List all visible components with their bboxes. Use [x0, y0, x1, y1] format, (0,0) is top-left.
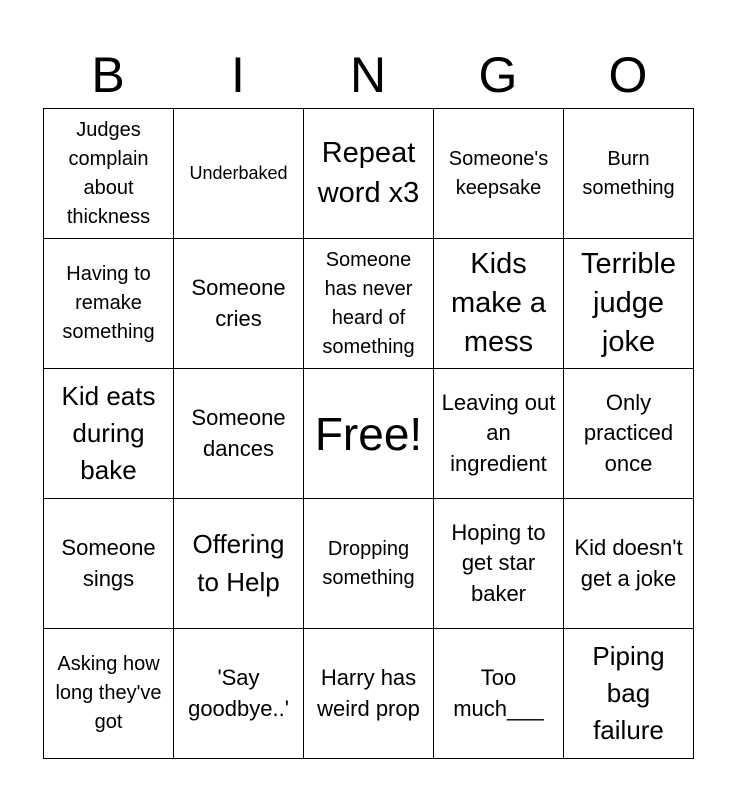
cell-text: Someone sings	[61, 535, 156, 591]
bingo-cell[interactable]	[174, 629, 304, 759]
cell-text: Having to remake something	[62, 263, 155, 343]
cell-text: 'Say goodbye..'	[188, 665, 289, 721]
bingo-cell[interactable]	[304, 499, 434, 629]
header-letter-b: B	[91, 47, 125, 103]
cell-text: Kids make a mess	[450, 247, 547, 359]
cell-text: Offering to Help	[192, 529, 285, 597]
cell-text: Repeat word x3	[317, 137, 420, 209]
header-letter-n: N	[349, 47, 387, 103]
bingo-cell[interactable]	[304, 239, 434, 369]
free-space-cell[interactable]	[304, 369, 434, 499]
cell-text: Kid eats during bake	[61, 380, 156, 486]
bingo-card	[43, 40, 693, 759]
cell-text: Piping bag failure	[592, 640, 665, 746]
bingo-cell[interactable]	[174, 499, 304, 629]
bingo-cell[interactable]	[434, 109, 564, 239]
cell-text: Dropping something	[322, 537, 415, 589]
bingo-cell[interactable]	[564, 629, 694, 759]
bingo-header	[43, 40, 693, 108]
cell-text: Someone's keepsake	[448, 147, 549, 199]
cell-text: Free!	[314, 407, 423, 460]
bingo-cell[interactable]	[174, 109, 304, 239]
bingo-cell[interactable]	[434, 499, 564, 629]
bingo-cell[interactable]	[44, 109, 174, 239]
cell-text: Underbaked	[189, 162, 288, 183]
bingo-cell[interactable]	[434, 629, 564, 759]
cell-text: Leaving out an ingredient	[441, 389, 556, 476]
bingo-cell[interactable]	[44, 629, 174, 759]
bingo-cell[interactable]	[174, 369, 304, 499]
bingo-cell[interactable]	[434, 239, 564, 369]
bingo-cell[interactable]	[174, 239, 304, 369]
cell-text: Burn something	[582, 147, 675, 199]
bingo-cell[interactable]	[564, 239, 694, 369]
header-letter-g: G	[478, 47, 518, 103]
bingo-cell[interactable]	[564, 499, 694, 629]
cell-text: Kid doesn't get a joke	[574, 535, 683, 591]
bingo-cell[interactable]	[434, 369, 564, 499]
bingo-cell[interactable]	[564, 109, 694, 239]
cell-text: Someone has never heard of something	[322, 248, 415, 358]
bingo-cell[interactable]	[44, 239, 174, 369]
cell-text: Someone dances	[191, 405, 286, 461]
header-letter-o: O	[608, 47, 648, 103]
cell-text: Only practiced once	[583, 389, 674, 476]
cell-text: Hoping to get star baker	[451, 519, 546, 606]
cell-text: Too much___	[453, 665, 544, 721]
bingo-grid	[43, 108, 694, 759]
cell-text: Terrible judge joke	[580, 247, 677, 359]
header-letter-i: I	[231, 47, 245, 103]
cell-text: Judges complain about thickness	[66, 118, 151, 228]
cell-text: Harry has weird prop	[317, 665, 420, 721]
cell-text: Someone cries	[191, 275, 286, 331]
bingo-cell[interactable]	[304, 109, 434, 239]
bingo-cell[interactable]	[304, 629, 434, 759]
bingo-cell[interactable]	[564, 369, 694, 499]
bingo-cell[interactable]	[44, 499, 174, 629]
cell-text: Asking how long they've got	[55, 653, 162, 733]
bingo-cell[interactable]	[44, 369, 174, 499]
